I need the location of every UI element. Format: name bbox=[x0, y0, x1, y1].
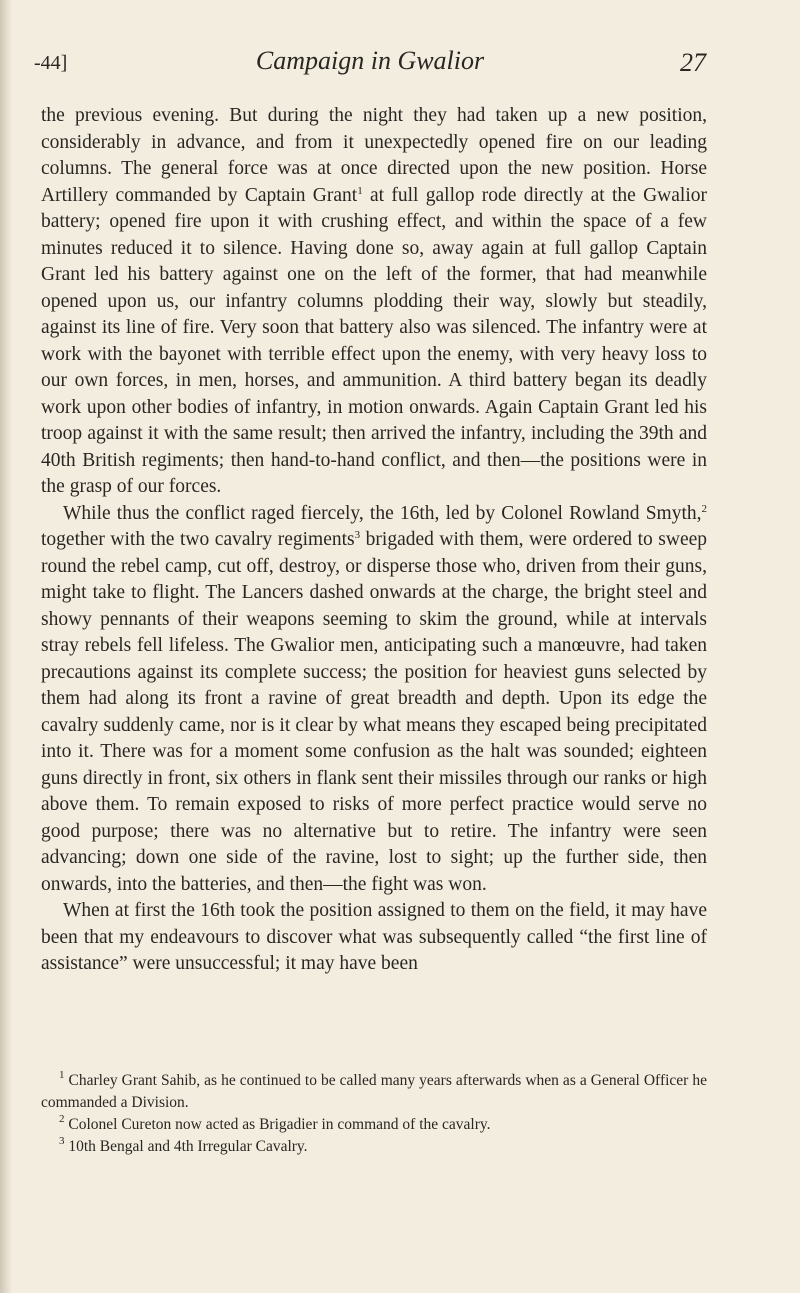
running-title: Campaign in Gwalior bbox=[255, 46, 485, 75]
footnote-mark: 3 bbox=[59, 1135, 65, 1147]
footnote-ref: 2 bbox=[701, 502, 707, 515]
footnote-mark: 2 bbox=[59, 1113, 65, 1125]
binding-shadow bbox=[0, 0, 12, 1293]
folio-marker: -44] bbox=[34, 52, 68, 74]
footnote bbox=[41, 1136, 707, 1158]
footnote bbox=[41, 1114, 707, 1136]
footnote bbox=[41, 1070, 707, 1114]
footnote-ref: 1 bbox=[357, 184, 363, 197]
footnote-text: Charley Grant Sahib, as he continued to be called many years afterwards when as a General Officer he commanded a Division. bbox=[41, 1072, 707, 1111]
footnote-text: 10th Bengal and 4th Irregular Cavalry. bbox=[68, 1138, 308, 1155]
paragraph-text: While thus the conflict raged fiercely, the 16th, led by Colonel Rowland Smyth, bbox=[63, 502, 702, 524]
paragraph-text: the previous evening. But during the night they had taken up a new position, considerably in advance, and from it unexpectedly opened fire on our leading columns. The general force was at once directed upon the new position. Horse Artillery commanded by Captain Grant bbox=[41, 105, 707, 206]
footnote-mark: 1 bbox=[59, 1069, 65, 1081]
running-header bbox=[34, 46, 706, 86]
paragraph-2 bbox=[41, 501, 707, 899]
footnotes bbox=[41, 1070, 707, 1158]
paragraph-text: brigaded with them, were ordered to sweep round the rebel camp, cut off, destroy, or disperse those who, driven from their guns, might take to flight. The Lancers dashed onwards at the charge, the bright steel and showy pennants of their weapons seeming to skim the ground, while at intervals stray rebels fell lifeless. The Gwalior men, anticipating such a manœuvre, had taken precautions against its complete success; the position for heaviest guns selected by them had along its front a ravine of great breadth and depth. Upon its edge the cavalry suddenly came, nor is it clear by what means they escaped being precipitated into it. There was for a moment some confusion as the halt was sounded; eighteen guns directly in front, six others in flank sent their missiles through our ranks or high above them. To remain exposed to risks of more perfect practice would serve no good purpose; there was no alternative but to retire. The infantry were seen advancing; down one side of the ravine, lost to sight; up the further side, then onwards, into the batteries, and then—the fight was won. bbox=[41, 529, 708, 895]
body-text bbox=[41, 103, 707, 978]
paragraph-text: at full gallop rode directly at the Gwalior battery; opened fire upon it with crushing effect, and within the space of a few minutes reduced it to silence. Having done so, away again at full gallop Captain Grant led his battery against one on the left of the former, that had meanwhile opened upon us, our infantry columns plodding their way, slowly but steadily, against its line of fire. Very soon that battery also was silenced. The infantry were at work with the bayonet with terrible effect upon the enemy, with very heavy loss to our own forces, in men, horses, and ammunition. A third battery began its deadly work upon other bodies of infantry, in motion onwards. Again Captain Grant led his troop against it with the same result; then arrived the infantry, including the 39th and 40th British regiments; then hand-to-hand conflict, and then—the positions were in the grasp of our forces. bbox=[41, 184, 707, 497]
paragraph-1 bbox=[41, 103, 707, 501]
paragraph-text: together with the two cavalry regiments bbox=[41, 529, 355, 550]
page-number: 27 bbox=[680, 48, 706, 77]
footnote-ref: 3 bbox=[354, 529, 361, 541]
paragraph-3: When at first the 16th took the position assigned to them on the field, it may have been that my endeavours to discover what was subsequently called “the first line of assistance” were unsuccessful; it may have been bbox=[41, 900, 707, 974]
footnote-text: Colonel Cureton now acted as Brigadier in command of the cavalry. bbox=[68, 1116, 491, 1133]
